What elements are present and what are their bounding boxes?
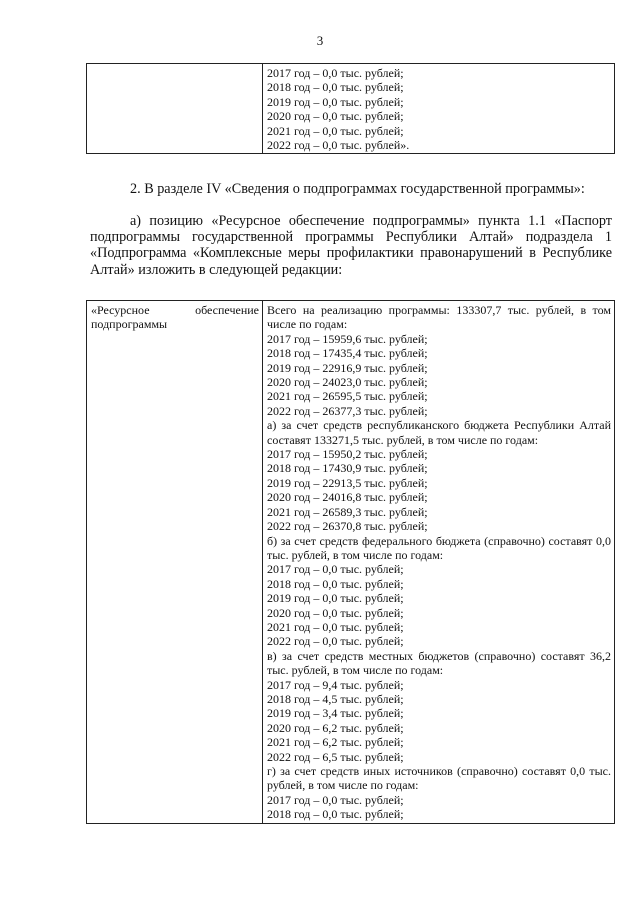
funding-table-continued xyxy=(86,63,615,154)
table-cell-content xyxy=(263,301,615,824)
year-line: 2021 год – 26589,3 тыс. рублей; xyxy=(267,504,428,519)
year-line: 2020 год – 0,0 тыс. рублей; xyxy=(267,605,404,620)
table-cell-years xyxy=(263,64,615,154)
year-line: 2018 год – 0,0 тыс. рублей; xyxy=(267,807,404,822)
year-line: 2022 год – 0,0 тыс. рублей; xyxy=(267,634,404,649)
year-line: 2020 год – 6,2 тыс. рублей; xyxy=(267,720,404,735)
republic-budget-intro: а) за счет средств республиканского бюджета Республики Алтай составят 133271,5 тыс. рублей, в том числе по годам: xyxy=(267,418,611,447)
table-row xyxy=(87,301,615,824)
year-line: 2020 год – 24023,0 тыс. рублей; xyxy=(267,375,428,390)
year-line: 2019 год – 0,0 тыс. рублей; xyxy=(267,94,404,109)
year-line: 2019 год – 0,0 тыс. рублей; xyxy=(267,591,404,606)
year-line: 2022 год – 6,5 тыс. рублей; xyxy=(267,749,404,764)
year-line: 2017 год – 15959,6 тыс. рублей; xyxy=(267,331,428,346)
other-sources-intro: г) за счет средств иных источников (справочно) составят 0,0 тыс. рублей, в том числе по годам: xyxy=(267,764,611,793)
year-line: 2020 год – 24016,8 тыс. рублей; xyxy=(267,490,428,505)
year-line: 2021 год – 26595,5 тыс. рублей; xyxy=(267,389,428,404)
resource-support-table xyxy=(86,300,615,824)
year-line: 2018 год – 4,5 тыс. рублей; xyxy=(267,691,404,706)
federal-budget-intro: б) за счет средств федерального бюджета (справочно) составят 0,0 тыс. рублей, в том числе по годам: xyxy=(267,533,611,562)
year-line: 2018 год – 0,0 тыс. рублей; xyxy=(267,576,404,591)
year-line: 2017 год – 0,0 тыс. рублей; xyxy=(267,792,404,807)
year-line: 2017 год – 9,4 тыс. рублей; xyxy=(267,677,404,692)
year-line: 2021 год – 6,2 тыс. рублей; xyxy=(267,735,404,750)
amendment-paragraph: а) позицию «Ресурсное обеспечение подпрограммы» пункта 1.1 «Паспорт подпрограммы государственной программы Республики Алтай» подраздела 1 «Подпрограмма «Комплексные меры профилактики правонарушений в Республике Алтай» изложить в следующей редакции: xyxy=(90,213,612,278)
year-line: 2018 год – 0,0 тыс. рублей; xyxy=(267,80,404,95)
year-line: 2019 год – 22913,5 тыс. рублей; xyxy=(267,475,428,490)
section-paragraph: 2. В разделе IV «Сведения о подпрограммах государственной программы»: xyxy=(130,181,585,197)
year-line: 2017 год – 0,0 тыс. рублей; xyxy=(267,66,404,80)
year-line: 2022 год – 26377,3 тыс. рублей; xyxy=(267,403,428,418)
local-budget-intro: в) за счет средств местных бюджетов (справочно) составят 36,2 тыс. рублей, в том числе по годам: xyxy=(267,648,611,678)
year-line: 2020 год – 0,0 тыс. рублей; xyxy=(267,109,404,124)
table-row xyxy=(87,64,615,154)
year-line: 2018 год – 17435,4 тыс. рублей; xyxy=(267,346,428,361)
page-number: 3 xyxy=(316,33,324,48)
year-line: 2021 год – 0,0 тыс. рублей; xyxy=(267,619,404,634)
table-cell-label xyxy=(87,301,263,824)
year-line: 2021 год – 0,0 тыс. рублей; xyxy=(267,123,404,138)
year-line: 2018 год – 17430,9 тыс. рублей; xyxy=(267,461,428,476)
label-line: «Ресурсное обеспечение xyxy=(91,303,259,317)
total-intro: Всего на реализацию программы: 133307,7 тыс. рублей, в том числе по годам: xyxy=(267,303,611,332)
year-line: 2017 год – 15950,2 тыс. рублей; xyxy=(267,447,428,462)
year-line: 2017 год – 0,0 тыс. рублей; xyxy=(267,562,404,577)
year-line: 2019 год – 22916,9 тыс. рублей; xyxy=(267,360,428,375)
year-line: 2022 год – 0,0 тыс. рублей». xyxy=(267,138,410,153)
table-cell-empty xyxy=(87,64,263,154)
label-line: подпрограммы xyxy=(91,317,168,332)
year-line: 2022 год – 26370,8 тыс. рублей; xyxy=(267,519,428,534)
year-line: 2019 год – 3,4 тыс. рублей; xyxy=(267,706,404,721)
